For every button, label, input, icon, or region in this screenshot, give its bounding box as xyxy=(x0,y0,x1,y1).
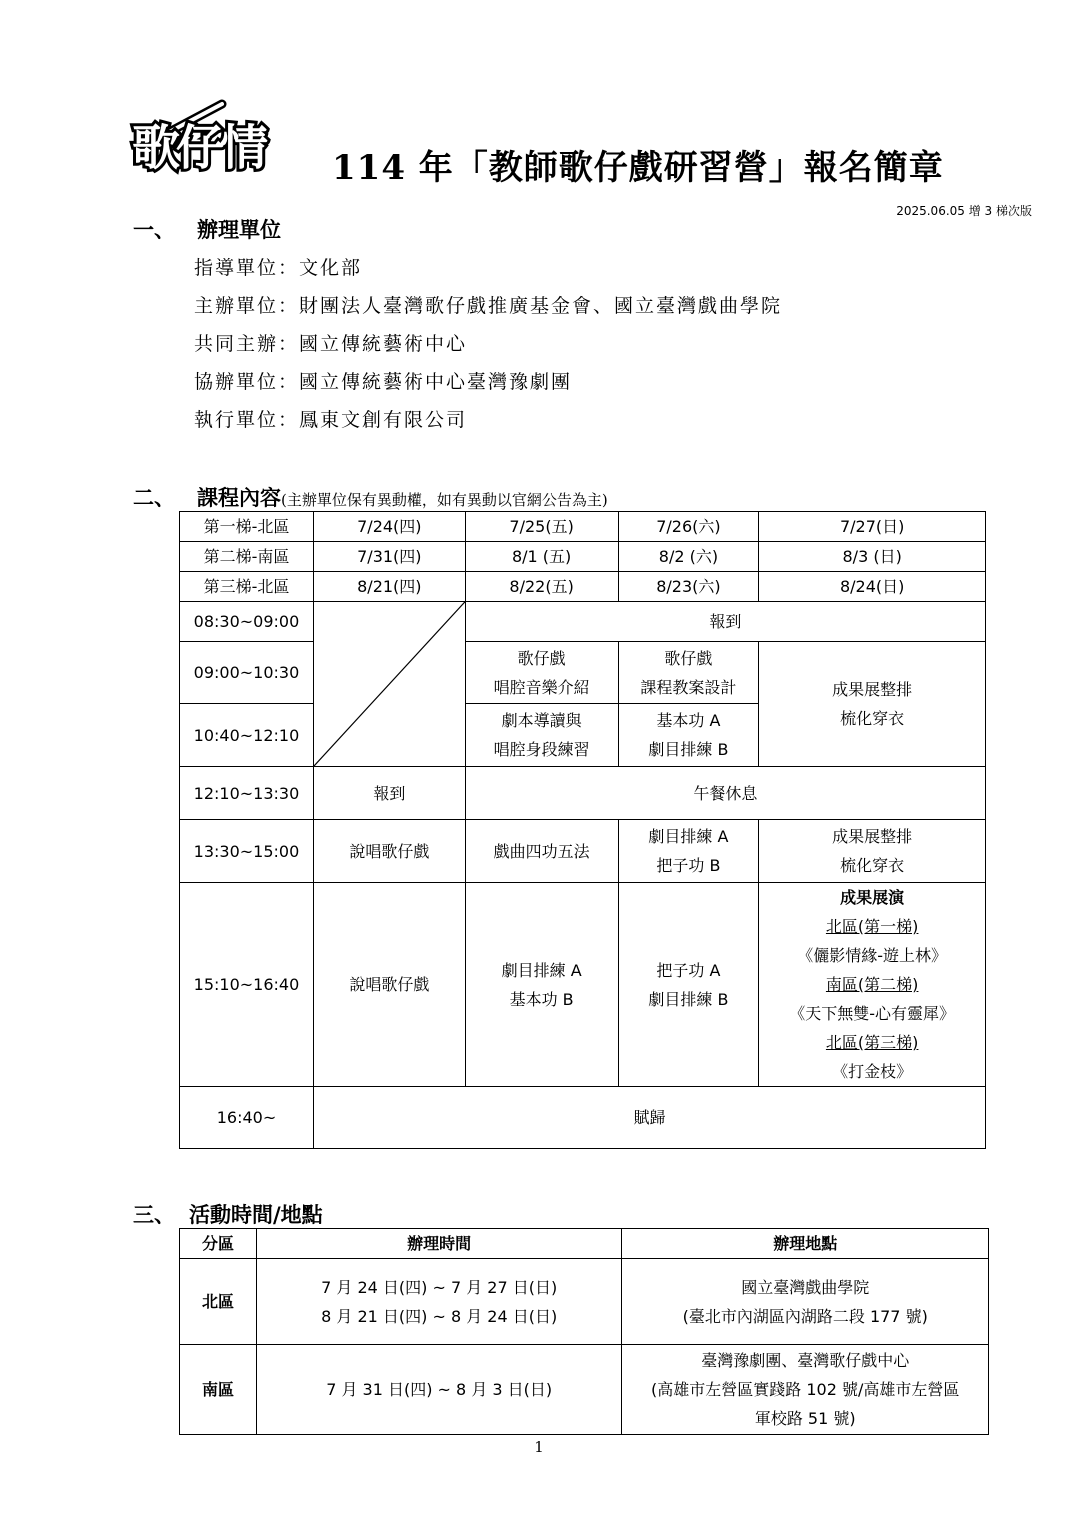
batch-date: 8/23(六) xyxy=(618,572,759,602)
column-header: 辦理時間 xyxy=(256,1229,622,1259)
table-row xyxy=(180,820,986,883)
course-line: 把子功 A xyxy=(656,960,721,980)
batch-name: 第二梯-南區 xyxy=(180,542,314,572)
course-cell xyxy=(465,642,618,704)
course-line: 唱腔身段練習 xyxy=(493,740,590,759)
venue-table xyxy=(179,1228,989,1435)
batch-date: 8/22(五) xyxy=(465,572,618,602)
table-row xyxy=(180,602,986,642)
section-title: 活動時間/地點 xyxy=(189,1202,323,1227)
course-cell: 說唱歌仔戲 xyxy=(313,820,465,883)
course-line: 劇目排練 A xyxy=(648,827,729,846)
org-value: 鳳東文創有限公司 xyxy=(299,409,468,431)
org-label: 執行單位： xyxy=(194,409,300,431)
table-row xyxy=(180,767,986,820)
org-row xyxy=(194,253,362,280)
course-line: 把子功 B xyxy=(656,856,721,875)
table-row xyxy=(180,572,986,602)
batch-date: 8/21(四) xyxy=(313,572,465,602)
column-header: 辦理地點 xyxy=(622,1229,989,1259)
course-cell xyxy=(618,704,759,767)
course-line: 劇本導讀與 xyxy=(501,711,582,730)
place-line: 軍校路 51 號) xyxy=(754,1409,856,1428)
batch-date: 8/1 (五) xyxy=(465,542,618,572)
page-title: 114 年「教師歌仔戲研習營」報名簡章 xyxy=(332,148,944,188)
batch-name: 第三梯-北區 xyxy=(180,572,314,602)
course-line: 成果展整排 xyxy=(832,827,913,846)
course-line: 基本功 A xyxy=(656,711,721,730)
course-cell: 說唱歌仔戲 xyxy=(313,883,465,1087)
section-3-heading xyxy=(133,1199,323,1229)
course-line: 歌仔戲 xyxy=(664,648,713,668)
time-line: 8 月 21 日(四) ~ 8 月 24 日(日) xyxy=(321,1306,558,1326)
batch-date: 7/27(日) xyxy=(759,512,986,542)
time-cell: 7 月 31 日(四) ~ 8 月 3 日(日) xyxy=(256,1345,622,1435)
performance-show: 《儷影情緣-遊上林》 xyxy=(797,946,948,965)
time-slot: 13:30~15:00 xyxy=(180,820,314,883)
blank-diagonal-cell xyxy=(313,602,465,767)
course-line: 歌仔戲 xyxy=(517,648,566,668)
performance-region: 北區(第一梯) xyxy=(825,917,919,936)
course-cell xyxy=(618,820,759,883)
place-line: 國立臺灣戲曲學院 xyxy=(741,1277,870,1297)
org-row xyxy=(194,367,572,394)
table-row xyxy=(180,1259,989,1345)
time-cell xyxy=(256,1259,622,1345)
course-line: 梳化穿衣 xyxy=(840,709,905,728)
place-line: (臺北市內湖區內湖路二段 177 號) xyxy=(682,1306,928,1326)
batch-date: 8/2 (六) xyxy=(618,542,759,572)
time-slot: 12:10~13:30 xyxy=(180,767,314,820)
batch-name: 第一梯-北區 xyxy=(180,512,314,542)
section-title: 課程內容 xyxy=(197,485,281,510)
section-number: 三、 xyxy=(133,1202,175,1227)
place-cell xyxy=(622,1345,989,1435)
batch-date: 7/24(四) xyxy=(313,512,465,542)
diagonal-line xyxy=(314,602,465,766)
org-label: 共同主辦： xyxy=(194,333,300,355)
checkin-cell: 報到 xyxy=(465,602,985,642)
course-cell: 報到 xyxy=(313,767,465,820)
batch-date: 7/25(五) xyxy=(465,512,618,542)
table-header-row xyxy=(180,1229,989,1259)
place-cell xyxy=(622,1259,989,1345)
section-number: 一、 xyxy=(133,217,175,242)
course-cell: 戲曲四功五法 xyxy=(465,820,618,883)
page-number: 1 xyxy=(534,1438,544,1456)
org-value: 國立傳統藝術中心 xyxy=(299,333,468,355)
performance-region: 南區(第二梯) xyxy=(825,975,919,994)
course-cell xyxy=(759,642,986,767)
section-number: 二、 xyxy=(133,485,175,510)
course-line: 劇目排練 A xyxy=(501,960,582,980)
time-slot: 08:30~09:00 xyxy=(180,602,314,642)
course-line: 課程教案設計 xyxy=(640,677,737,697)
table-row xyxy=(180,1345,989,1435)
course-cell xyxy=(465,883,618,1087)
performance-show: 《天下無雙-心有靈犀》 xyxy=(789,1004,956,1023)
course-line: 基本功 B xyxy=(509,989,574,1009)
performance-show: 《打金枝》 xyxy=(832,1062,913,1081)
section-note: (主辦單位保有異動權，如有異動以官網公告為主) xyxy=(281,491,608,509)
place-line: (高雄市左營區實踐路 102 號/高雄市左營區 xyxy=(651,1380,960,1399)
section-2-heading xyxy=(133,482,608,512)
place-line: 臺灣豫劇團、臺灣歌仔戲中心 xyxy=(701,1351,910,1370)
performance-region: 北區(第三梯) xyxy=(825,1033,919,1052)
course-cell xyxy=(465,704,618,767)
course-line: 劇目排練 B xyxy=(648,740,729,759)
course-line: 成果展整排 xyxy=(832,680,913,699)
version-label: 2025.06.05 增 3 梯次版 xyxy=(896,204,1032,218)
org-value: 財團法人臺灣歌仔戲推廣基金會、國立臺灣戲曲學院 xyxy=(299,295,783,317)
section-1-heading xyxy=(133,214,281,244)
course-line: 劇目排練 B xyxy=(648,989,729,1009)
performance-heading: 成果展演 xyxy=(840,888,905,907)
org-label: 主辦單位： xyxy=(194,295,300,317)
time-slot: 09:00~10:30 xyxy=(180,642,314,704)
schedule-table xyxy=(179,511,986,1149)
region-cell: 南區 xyxy=(180,1345,257,1435)
org-value: 文化部 xyxy=(299,257,363,279)
time-slot: 16:40~ xyxy=(180,1087,314,1149)
table-row xyxy=(180,883,986,1087)
org-row xyxy=(194,329,467,356)
brand-logo xyxy=(128,96,318,176)
batch-date: 8/3 (日) xyxy=(759,542,986,572)
performance-cell xyxy=(759,883,986,1087)
batch-date: 7/26(六) xyxy=(618,512,759,542)
org-label: 協辦單位： xyxy=(194,371,300,393)
table-row xyxy=(180,512,986,542)
column-header: 分區 xyxy=(180,1229,257,1259)
time-slot: 15:10~16:40 xyxy=(180,883,314,1087)
region-cell: 北區 xyxy=(180,1259,257,1345)
org-row xyxy=(194,291,782,318)
time-line: 7 月 24 日(四) ~ 7 月 27 日(日) xyxy=(321,1277,558,1297)
table-row xyxy=(180,1087,986,1149)
org-row xyxy=(194,405,467,432)
table-row xyxy=(180,542,986,572)
return-cell: 賦歸 xyxy=(313,1087,985,1149)
course-cell xyxy=(759,820,986,883)
svg-text:歌仔情: 歌仔情 xyxy=(132,120,265,176)
lunch-cell: 午餐休息 xyxy=(465,767,985,820)
course-cell xyxy=(618,642,759,704)
org-value: 國立傳統藝術中心臺灣豫劇團 xyxy=(299,371,573,393)
course-cell xyxy=(618,883,759,1087)
batch-date: 8/24(日) xyxy=(759,572,986,602)
org-label: 指導單位： xyxy=(194,257,300,279)
section-title: 辦理單位 xyxy=(197,217,281,242)
course-line: 梳化穿衣 xyxy=(840,856,905,875)
time-slot: 10:40~12:10 xyxy=(180,704,314,767)
batch-date: 7/31(四) xyxy=(313,542,465,572)
course-line: 唱腔音樂介紹 xyxy=(493,677,590,697)
table-row xyxy=(180,642,986,704)
